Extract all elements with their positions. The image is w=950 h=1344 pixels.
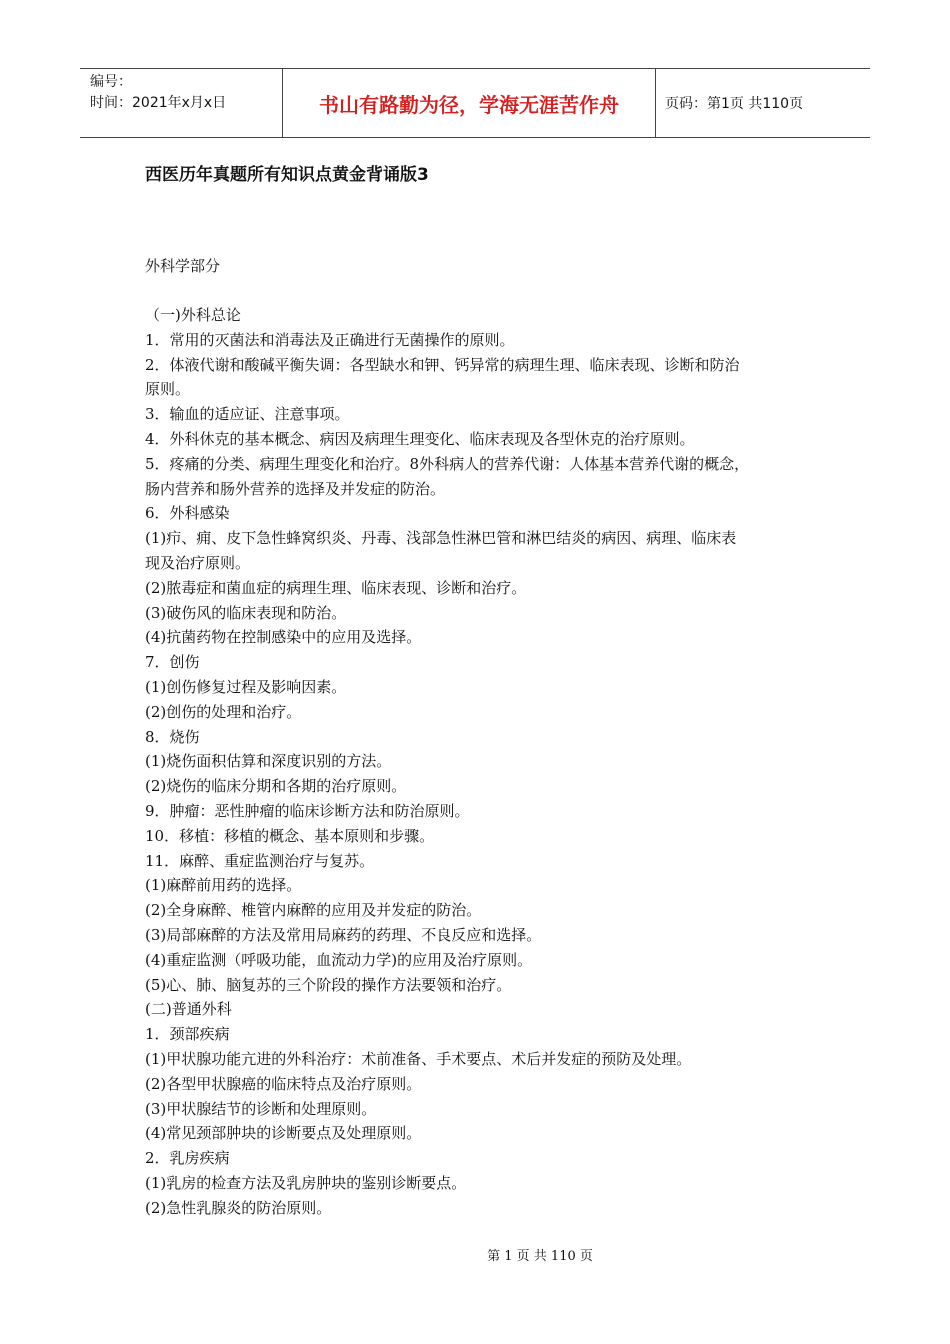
footer-page-number: 第 1 页 共 110 页 [487, 1249, 593, 1264]
header-table [80, 68, 870, 138]
text-line: (2)全身麻醉、椎管内麻醉的应用及并发症的防治。 [145, 901, 482, 920]
text-line: (2)急性乳腺炎的防治原则。 [145, 1198, 332, 1217]
text-line: 11．麻醉、重症监测治疗与复苏。 [145, 851, 375, 870]
text-line: (1)烧伤面积估算和深度识别的方法。 [145, 752, 392, 771]
header-motto: 书山有路勤为径，学海无涯苦作舟 [319, 92, 619, 117]
text-line: 4．外科休克的基本概念、病因及病理生理变化、临床表现及各型休克的治疗原则。 [145, 429, 695, 448]
text-line: 2．体液代谢和酸碱平衡失调：各型缺水和钾、钙异常的病理生理、临床表现、诊断和防治 [145, 355, 740, 374]
text-line: (1)创伤修复过程及影响因素。 [145, 677, 347, 696]
section-title: 外科学部分 [145, 257, 221, 275]
text-line: 肠内营养和肠外营养的选择及并发症的防治。 [145, 479, 446, 498]
text-line: (1)麻醉前用药的选择。 [145, 876, 302, 895]
text-line: (1)疖、痈、皮下急性蜂窝织炎、丹毒、浅部急性淋巴管和淋巴结炎的病因、病理、临床表 [145, 529, 737, 548]
text-line: (2)烧伤的临床分期和各期的治疗原则。 [145, 777, 407, 796]
text-line: (4)重症监测（呼吸功能，血流动力学)的应用及治疗原则。 [145, 950, 533, 969]
text-line: 8．烧伤 [145, 727, 200, 746]
text-line: (3)甲状腺结节的诊断和处理原则。 [145, 1099, 377, 1118]
text-line: 原则。 [145, 380, 191, 399]
text-line: (2)创伤的处理和治疗。 [145, 702, 302, 721]
text-line: 1．颈部疾病 [145, 1025, 230, 1044]
text-line: 9．肿瘤：恶性肿瘤的临床诊断方法和防治原则。 [145, 801, 470, 820]
page-footer [0, 1245, 950, 1264]
header-divider-right [655, 69, 656, 137]
text-line: 现及治疗原则。 [145, 553, 251, 572]
text-line: (4)常见颈部肿块的诊断要点及处理原则。 [145, 1124, 422, 1143]
text-line: 3．输血的适应证、注意事项。 [145, 405, 350, 424]
document-title: 西医历年真题所有知识点黄金背诵版3 [145, 165, 429, 185]
text-line: (2)脓毒症和菌血症的病理生理、临床表现、诊断和治疗。 [145, 578, 527, 597]
header-meta [90, 72, 226, 114]
time-label: 时间：2021年x月x日 [90, 95, 227, 111]
number-label: 编号： [90, 74, 132, 90]
text-line: (3)破伤风的临床表现和防治。 [145, 603, 347, 622]
text-line: (二)普通外科 [145, 1000, 232, 1019]
text-line: (1)甲状腺功能亢进的外科治疗：术前准备、手术要点、术后并发症的预防及处理。 [145, 1049, 692, 1068]
text-line: 7．创伤 [145, 653, 200, 672]
header-page-info: 页码：第1页 共110页 [665, 96, 804, 112]
text-line: 5．疼痛的分类、病理生理变化和治疗。8外科病人的营养代谢：人体基本营养代谢的概念， [145, 454, 750, 473]
text-line: (4)抗菌药物在控制感染中的应用及选择。 [145, 628, 422, 647]
text-line: (2)各型甲状腺癌的临床特点及治疗原则。 [145, 1074, 422, 1093]
text-line: 6．外科感染 [145, 504, 230, 523]
text-line: 1．常用的灭菌法和消毒法及正确进行无菌操作的原则。 [145, 330, 515, 349]
document-body [145, 303, 825, 1220]
text-line: 2．乳房疾病 [145, 1149, 230, 1168]
text-line: (5)心、肺、脑复苏的三个阶段的操作方法要领和治疗。 [145, 975, 512, 994]
text-line: （一)外科总论 [145, 306, 241, 324]
text-line: 10．移植：移植的概念、基本原则和步骤。 [145, 826, 435, 845]
text-line: (1)乳房的检查方法及乳房肿块的鉴别诊断要点。 [145, 1173, 467, 1192]
text-line: (3)局部麻醉的方法及常用局麻药的药理、不良反应和选择。 [145, 925, 542, 944]
